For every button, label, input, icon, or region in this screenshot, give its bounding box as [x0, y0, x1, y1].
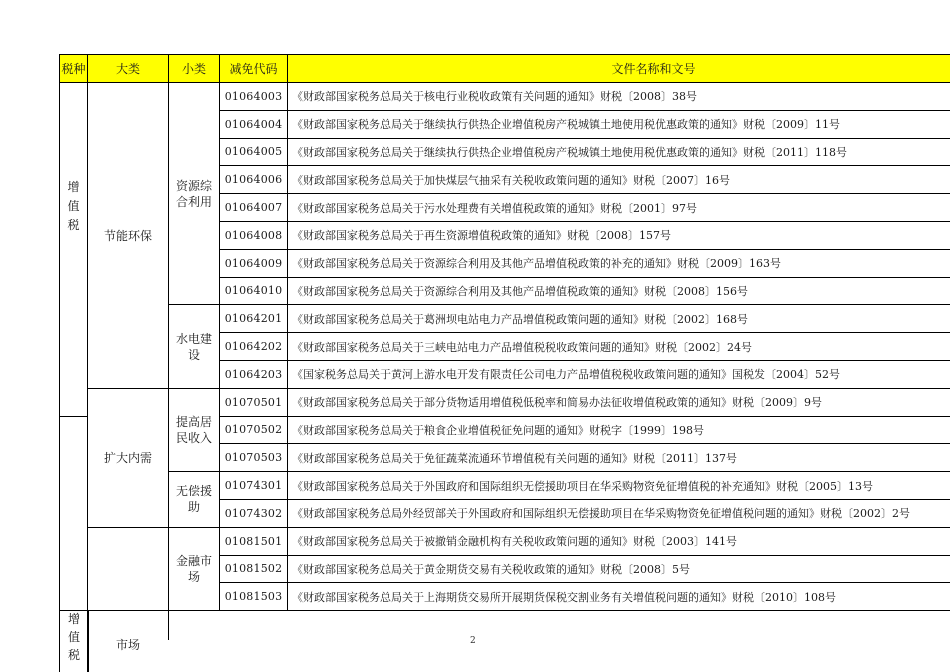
- subcategory-cell-finance: 金融市场: [169, 527, 220, 610]
- table-row: [60, 527, 950, 555]
- header-category: 大类: [88, 55, 169, 83]
- code-cell: 01064010: [220, 277, 288, 305]
- code-cell: 01070501: [220, 388, 288, 416]
- code-cell: 01064203: [220, 360, 288, 388]
- document-cell: 《财政部国家税务总局关于葛洲坝电站电力产品增值税政策问题的通知》财税〔2002〕168号: [288, 305, 950, 333]
- table-header-row: [60, 55, 950, 83]
- code-cell: 01074301: [220, 472, 288, 500]
- header-subcategory: 小类: [169, 55, 220, 83]
- document-cell: 《财政部国家税务总局关于核电行业税收政策有关问题的通知》财税〔2008〕38号: [288, 83, 950, 111]
- code-cell: 01064202: [220, 333, 288, 361]
- tax-type-continuation-label: 增值税: [67, 612, 80, 662]
- table-row: [60, 305, 950, 333]
- document-cell: 《财政部国家税务总局关于加快煤层气抽采有关税收政策问题的通知》财税〔2007〕16号: [288, 166, 950, 194]
- document-cell: 《财政部国家税务总局外经贸部关于外国政府和国际组织无偿援助项目在华采购物资免征增值税问题的通知》财税〔2002〕2号: [288, 499, 950, 527]
- code-cell: 01081502: [220, 555, 288, 583]
- code-cell: 01064008: [220, 221, 288, 249]
- document-cell: 《财政部国家税务总局关于被撤销金融机构有关税收政策问题的通知》财税〔2003〕141号: [288, 527, 950, 555]
- category-cell-energy: 节能环保: [88, 83, 169, 389]
- tax-exemption-table: [59, 54, 950, 611]
- tax-type-cell-blank: [60, 416, 88, 611]
- document-cell: 《财政部国家税务总局关于上海期货交易所开展期货保税交割业务有关增值税问题的通知》财税〔2010〕108号: [288, 583, 950, 611]
- document-cell: 《财政部国家税务总局关于再生资源增值税政策的通知》财税〔2008〕157号: [288, 221, 950, 249]
- table-row: [60, 83, 950, 111]
- header-code: 减免代码: [220, 55, 288, 83]
- code-cell: 01074302: [220, 499, 288, 527]
- code-cell: 01070502: [220, 416, 288, 444]
- page-number: 2: [470, 636, 476, 646]
- tax-type-cell: 增值税: [60, 83, 88, 417]
- code-cell: 01081503: [220, 583, 288, 611]
- document-cell: 《财政部国家税务总局关于免征蔬菜流通环节增值税有关问题的通知》财税〔2011〕137号: [288, 444, 950, 472]
- subcategory-cell-hydro: 水电建设: [169, 305, 220, 388]
- code-cell: 01081501: [220, 527, 288, 555]
- code-cell: 01064009: [220, 249, 288, 277]
- tax-type-continuation: [59, 610, 89, 672]
- code-cell: 01064005: [220, 138, 288, 166]
- subcategory-cell-resource: 资源综合利用: [169, 83, 220, 305]
- code-cell: 01070503: [220, 444, 288, 472]
- header-document: 文件名称和文号: [288, 55, 950, 83]
- column-divider: [87, 610, 88, 672]
- code-cell: 01064201: [220, 305, 288, 333]
- column-divider: [168, 610, 169, 640]
- code-cell: 01064007: [220, 194, 288, 222]
- table-row: [60, 472, 950, 500]
- code-cell: 01064006: [220, 166, 288, 194]
- subcategory-cell-aid: 无偿援助: [169, 472, 220, 528]
- table-row: [60, 388, 950, 416]
- document-cell: 《财政部国家税务总局关于部分货物适用增值税低税率和简易办法征收增值税政策的通知》财税〔2009〕9号: [288, 388, 950, 416]
- category-cell-finance-blank: [88, 527, 169, 610]
- document-cell: 《财政部国家税务总局关于资源综合利用及其他产品增值税政策的通知》财税〔2008〕156号: [288, 277, 950, 305]
- document-cell: 《国家税务总局关于黄河上游水电开发有限责任公司电力产品增值税税收政策问题的通知》国税发〔2004〕52号: [288, 360, 950, 388]
- document-cell: 《财政部国家税务总局关于继续执行供热企业增值税房产税城镇土地使用税优惠政策的通知》财税〔2009〕11号: [288, 110, 950, 138]
- code-cell: 01064004: [220, 110, 288, 138]
- document-cell: 《财政部国家税务总局关于黄金期货交易有关税收政策的通知》财税〔2008〕5号: [288, 555, 950, 583]
- document-cell: 《财政部国家税务总局关于继续执行供热企业增值税房产税城镇土地使用税优惠政策的通知》财税〔2011〕118号: [288, 138, 950, 166]
- code-cell: 01064003: [220, 83, 288, 111]
- category-continuation-label: 市场: [116, 638, 141, 652]
- document-cell: 《财政部国家税务总局关于外国政府和国际组织无偿援助项目在华采购物资免征增值税的补充通知》财税〔2005〕13号: [288, 472, 950, 500]
- subcategory-cell-income: 提高居民收入: [169, 388, 220, 471]
- document-cell: 《财政部国家税务总局关于粮食企业增值税征免问题的通知》财税字〔1999〕198号: [288, 416, 950, 444]
- document-cell: 《财政部国家税务总局关于污水处理费有关增值税政策的通知》财税〔2001〕97号: [288, 194, 950, 222]
- document-cell: 《财政部国家税务总局关于资源综合利用及其他产品增值税政策的补充的通知》财税〔2009〕163号: [288, 249, 950, 277]
- document-cell: 《财政部国家税务总局关于三峡电站电力产品增值税税收政策问题的通知》财税〔2002〕24号: [288, 333, 950, 361]
- header-tax-type: 税种: [60, 55, 88, 83]
- category-cell-domestic: 扩大内需: [88, 388, 169, 527]
